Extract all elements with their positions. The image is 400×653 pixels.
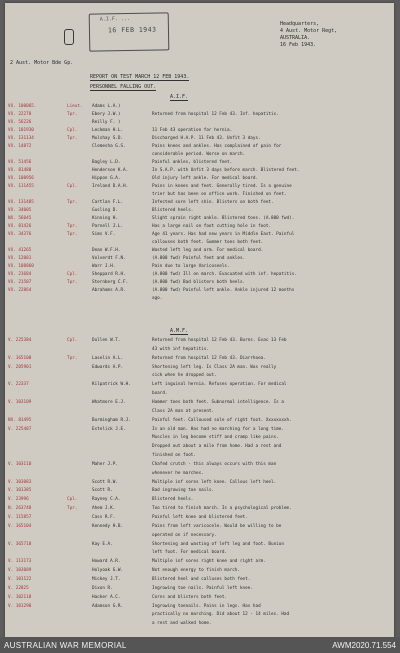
remark: Ingrowing toenails. Pains in legs. Has had xyxy=(152,603,261,609)
service-number: V. 165100 xyxy=(8,355,32,361)
rank: Tpr. xyxy=(67,224,78,229)
service-number: V. 22337 xyxy=(8,382,29,388)
service-number: VX. 21507 xyxy=(8,280,32,285)
report-title: REPORT ON TEST MARCH 12 FEB 1943. xyxy=(90,74,190,80)
service-number: V. 103089 xyxy=(8,568,32,574)
remark: Too tired to finish march. Is a psychological problem. xyxy=(152,506,292,512)
soldier-name: Kennedy H.B. xyxy=(92,523,124,529)
remark: trier but has been on office work. Finished on feet. xyxy=(152,192,287,197)
service-number: VX. 12081 xyxy=(8,256,32,261)
service-number: V. 165104 xyxy=(8,523,32,529)
service-number: VX. 21684 xyxy=(8,272,32,277)
remark: Left inguinal hernia. Refuses operation. For medical xyxy=(152,382,287,388)
rank: Tpr. xyxy=(67,506,78,512)
service-number: VX. 22864 xyxy=(8,288,32,293)
soldier-name: Ahem J.K. xyxy=(92,506,116,512)
remark: board. xyxy=(152,391,168,397)
remark: considerable period. Worse on march. xyxy=(152,152,246,157)
soldier-name: Adams L.A.) xyxy=(92,104,121,109)
service-number: VX. 131134 xyxy=(8,136,34,141)
service-number: V. 365718 xyxy=(8,541,32,547)
soldier-name: Rayney C.A. xyxy=(92,497,121,503)
remark: Chafed crutch - this always occurs with this man xyxy=(152,461,277,467)
remark: (A.800 fwd) Painful feet and ankles. xyxy=(152,256,246,261)
archive-footer xyxy=(0,637,400,653)
remark: Discharged H.A.P. 11 Feb 43. Unfit 3 days. xyxy=(152,136,261,141)
remark: Is an old man. Has had no marching for a long time. xyxy=(152,426,284,432)
service-number: VX. 22278 xyxy=(8,112,32,117)
soldier-name: Mulshay S.D. xyxy=(92,136,124,141)
received-stamp xyxy=(89,12,170,51)
address-date: 16 Feb 1943. xyxy=(280,42,317,48)
remark: Painful feet. Calloused sole of right foot. Xxxxxxxxh. xyxy=(152,417,292,423)
soldier-name: Laselin A.L. xyxy=(92,355,124,361)
remark: operated on if necessary. xyxy=(152,532,217,538)
service-number: V. 101298 xyxy=(8,603,32,609)
soldier-name: Parnell J.L. xyxy=(92,224,124,229)
soldier-name: Edwards A.P. xyxy=(92,364,124,370)
remark: In S.A.P. with Unfit 3 days before march. Blistered feet. xyxy=(152,168,300,173)
soldier-name: Ebery J.W.) xyxy=(92,112,121,117)
remark: Pains in knees and feet. Generally tired. Is a genuine xyxy=(152,184,292,189)
address-line-3: AUSTRALIA. xyxy=(280,35,311,41)
soldier-name: Maher J.P. xyxy=(92,461,118,467)
service-number: VX. 56226 xyxy=(8,120,32,125)
remark: Corns and blisters both feet. xyxy=(152,594,228,600)
soldier-name: Kay E.A. xyxy=(92,541,113,547)
soldier-name: Estelick J.E. xyxy=(92,426,126,432)
service-number: VX. 131485 xyxy=(8,200,34,205)
remark: Painful left knee and blistered feet. xyxy=(152,515,248,520)
remark: Infected sore left shin. Blisters on both feet. xyxy=(152,200,274,205)
rank: Tpr. xyxy=(67,112,78,117)
soldier-name: Abrahams A.R. xyxy=(92,288,126,293)
remark: Dropped out about a mile from home. Had a rest and xyxy=(152,444,282,450)
section-heading: A.I.F. xyxy=(170,94,189,100)
soldier-name: Burmingham R.J. xyxy=(92,417,131,423)
document-page xyxy=(5,3,394,637)
service-number: V. 115857 xyxy=(8,515,32,520)
soldier-name: Whatmore E.J. xyxy=(92,399,126,405)
soldier-name: Dixon R. xyxy=(92,585,113,591)
service-number: V. 225487 xyxy=(8,426,32,432)
rank: Cpl. xyxy=(67,128,78,133)
service-number: V. 22825 xyxy=(8,585,29,591)
stamp-line1: A.I.F. ... xyxy=(99,15,130,23)
archive-reference: AWM2020.71.554 xyxy=(332,641,396,650)
section-heading: A.M.F. xyxy=(170,328,189,334)
address-line-2: 4 Aust. Motor Regt, xyxy=(280,28,338,34)
service-number: VX. 81426 xyxy=(8,224,32,229)
soldier-name: Sheppard R.H. xyxy=(92,272,126,277)
remark: Pains knees and ankles. Has complained of pain for xyxy=(152,144,282,149)
service-number: V. 101122 xyxy=(8,576,32,582)
soldier-name: Dean W.F.H. xyxy=(92,248,121,253)
remark: Blistered heels. xyxy=(152,208,194,213)
service-number: V. 103083 xyxy=(8,479,32,485)
soldier-name: Cass R.F. xyxy=(92,515,116,520)
service-number: VX. 111455 xyxy=(8,184,34,189)
service-number: V. 102118 xyxy=(8,594,32,600)
rank: Cpl. xyxy=(67,497,78,503)
remark: Shortening left leg. Is Class 2A man. Was really xyxy=(152,364,277,370)
soldier-name: Sims V.F. xyxy=(92,232,116,237)
remark: Slight sprain right ankle. Blistered toes. (A.800 fwd). xyxy=(152,216,295,221)
remark: Returned from hospital 12 Feb 43. Diarrhoea. xyxy=(152,355,266,361)
remark: callouses both feet. Summer toes both feet. xyxy=(152,240,264,245)
service-number: VX. 51456 xyxy=(8,160,32,165)
remark: Blistered heel and calluses both feet. xyxy=(152,576,251,582)
remark: Returned from hospital 12 Feb 43. Inf. hepatitis. xyxy=(152,112,279,117)
service-number: V. 103109 xyxy=(8,399,32,405)
service-number: V. 113173 xyxy=(8,559,32,565)
service-number: VX. 41265 xyxy=(8,248,32,253)
remark: whenever he marches. xyxy=(152,470,204,476)
remark: a rest and walked home. xyxy=(152,621,212,627)
remark: Pain due to large Varicoseels. xyxy=(152,264,230,269)
soldier-name: Warr J.H. xyxy=(92,264,116,269)
soldier-name: Hacker A.C. xyxy=(92,594,121,600)
remark: ago. xyxy=(152,296,163,301)
soldier-name: Kinning H. xyxy=(92,216,118,221)
remark: Muscles in leg become stiff and cramp like pains. xyxy=(152,435,279,441)
soldier-name: Clemesha G.S. xyxy=(92,144,126,149)
remark: Multiple inf sores left knee. Callous left heel. xyxy=(152,479,277,485)
service-number: V. 205901 xyxy=(8,364,32,370)
soldier-name: Dullen W.T. xyxy=(92,338,121,343)
remark: Bad ingrowing toe nails. xyxy=(152,488,215,494)
report-subtitle: PERSONNEL FALLING OUT. xyxy=(90,84,157,90)
remark: Pains from left varicocele. Would be willing to be xyxy=(152,523,282,529)
remark: Not enough energy to finish march. xyxy=(152,568,240,574)
soldier-name: Ireland D.A.H. xyxy=(92,184,129,189)
remark: Ingrowing toe nails. Painful left knee. xyxy=(152,585,253,591)
service-number: V. 225384 xyxy=(8,338,32,343)
soldier-name: Kilpatrick W.H. xyxy=(92,382,131,388)
soldier-name: Howard A.R. xyxy=(92,559,121,565)
rank: Cpl. xyxy=(67,184,78,189)
soldier-name: Reilly F. ) xyxy=(92,120,121,125)
soldier-name: Cartlan F.L. xyxy=(92,200,124,205)
rank: Cpl. xyxy=(67,338,78,343)
archive-name: AUSTRALIAN WAR MEMORIAL xyxy=(4,641,127,650)
remark: (A.800 fwd) Ill on march. Evacuated with inf. hepatitis. xyxy=(152,272,297,277)
service-number: V. 103110 xyxy=(8,461,32,467)
service-number: VX. 14872 xyxy=(8,144,32,149)
rank: Cpl. xyxy=(67,272,78,277)
unit-line: 2 Aust. Motor Bde Gp. xyxy=(10,60,74,66)
soldier-name: Bagley L.D. xyxy=(92,160,121,165)
remark: Has a large nail on foot cutting hole in foot. xyxy=(152,224,271,229)
soldier-name: Holyoak G.W. xyxy=(92,568,124,574)
remark: Age 41 years. Has had new years in Middle East. Painful xyxy=(152,232,295,237)
service-number: VX. 108956 xyxy=(8,176,34,181)
service-number: NX. 81495 xyxy=(8,417,32,423)
remark: Blistered heels. xyxy=(152,497,194,503)
soldier-name: Adamson G.R. xyxy=(92,603,124,609)
soldier-name: Volverdt F.N. xyxy=(92,256,126,261)
remark: Old injury left ankle. For medical board. xyxy=(152,176,259,181)
rank: Tpr. xyxy=(67,200,78,205)
soldier-name: Gusling D. xyxy=(92,208,118,213)
rank: Tpr. xyxy=(67,280,78,285)
soldier-name: Scott R.W. xyxy=(92,479,118,485)
remark: Returned from hospital 12 Feb 43. Burns. Evac 13 Feb xyxy=(152,338,287,343)
paper-clip-mark xyxy=(64,29,74,45)
rank: Tpr. xyxy=(67,232,78,237)
rank: Lieut. xyxy=(67,104,83,109)
remark: 43 with inf hepatitis. xyxy=(152,346,209,352)
service-number: N. 263748 xyxy=(8,506,32,512)
remark: left foot. For medical board. xyxy=(152,550,228,556)
rank: Tpr. xyxy=(67,355,78,361)
service-number: V. 101385 xyxy=(8,488,32,494)
address-line-1: Headquarters, xyxy=(280,21,320,27)
remark: Wasted left leg and arm. For medical board. xyxy=(152,248,264,253)
stamp-date: 16 FEB 1943 xyxy=(107,25,157,35)
remark: finished on foot. xyxy=(152,453,196,459)
service-number: VX. 34005 xyxy=(8,208,32,213)
remark: Shortening and wasting of left leg and foot. Bunion xyxy=(152,541,284,547)
remark: Painful ankles, blistered feet. xyxy=(152,160,233,165)
service-number: NX. 56045 xyxy=(8,216,32,221)
remark: sick when he dropped out. xyxy=(152,373,217,379)
service-number: VX. 34376 xyxy=(8,232,32,237)
remark: 11 Feb 43 operation for hernia. xyxy=(152,128,233,133)
soldier-name: Sternberg C.F. xyxy=(92,280,129,285)
soldier-name: Hippon G.A. xyxy=(92,176,121,181)
service-number: VX. 108860 xyxy=(8,264,34,269)
soldier-name: Leckman H.L. xyxy=(92,128,124,133)
remark: (A.800 fwd) Bad blisters both heels. xyxy=(152,280,246,285)
service-number: VX. 81488 xyxy=(8,168,32,173)
rank: Tpr. xyxy=(67,136,78,141)
soldier-name: Scott R. xyxy=(92,488,113,494)
service-number: V. 23996 xyxy=(8,497,29,503)
remark: practically no marching. Did about 12 - 14 miles. Had xyxy=(152,612,290,618)
service-number: VX. 101930 xyxy=(8,128,34,133)
remark: (A.800 fwd) Painful left ankle. Ankle injured 12 months xyxy=(152,288,295,293)
remark: Hammer toes both feet. Subnormal intelligence. Is a xyxy=(152,399,284,405)
remark: Class 2A man at present. xyxy=(152,408,215,414)
soldier-name: Henderson K.A. xyxy=(92,168,129,173)
soldier-name: Mickey J.T. xyxy=(92,576,121,582)
remark: Multiple inf sores right knee and right arm. xyxy=(152,559,266,565)
service-number: VX. 100065. xyxy=(8,104,37,109)
